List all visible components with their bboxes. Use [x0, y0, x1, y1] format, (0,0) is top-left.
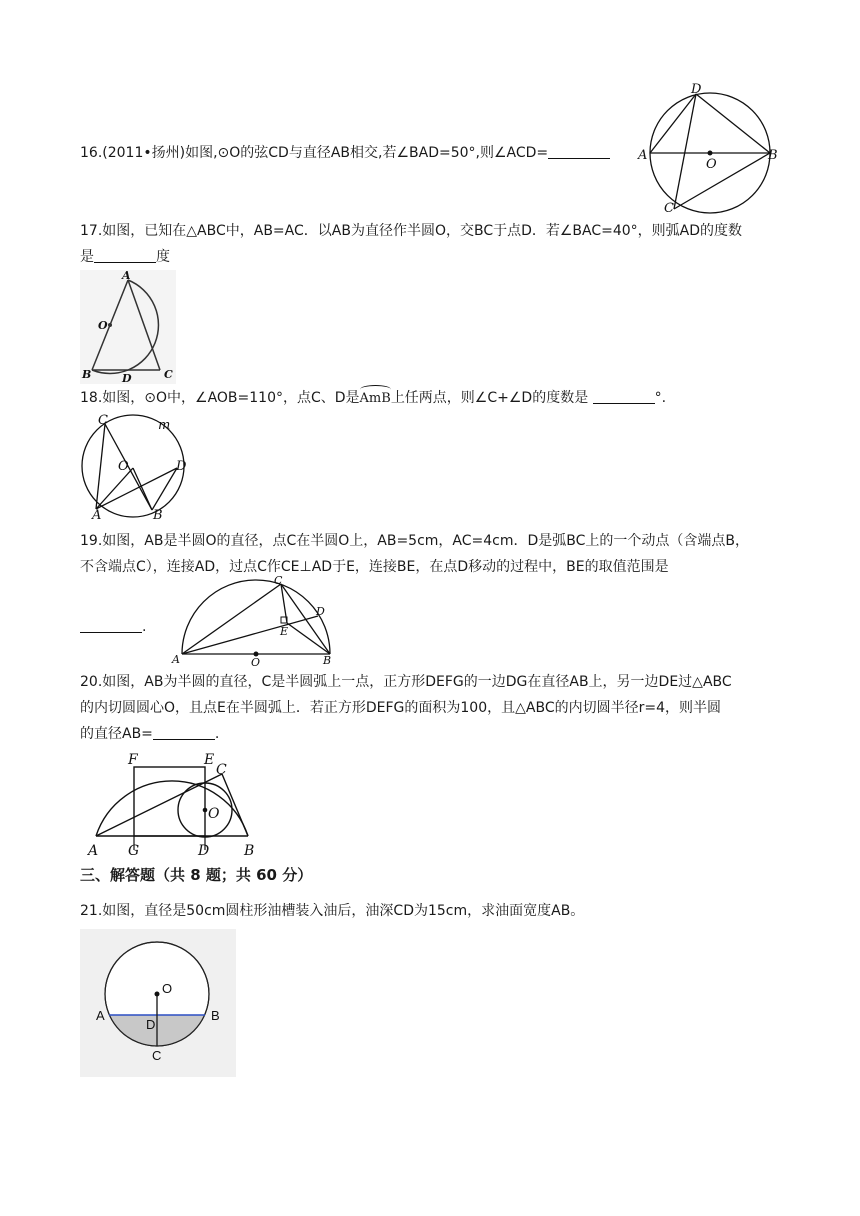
- q21-label-c: C: [152, 1048, 162, 1063]
- q19-answer-blank: [80, 618, 142, 633]
- q18-label-c: C: [98, 413, 108, 428]
- q17-answer-blank: [94, 248, 156, 263]
- q20-label-e: E: [204, 752, 215, 768]
- q20-label-g: G: [128, 843, 140, 859]
- q17-line2-start: 是: [80, 249, 94, 265]
- q19-line3: [80, 617, 146, 637]
- q16-text: [80, 143, 610, 163]
- q17-label-a: A: [122, 270, 131, 282]
- q17-center-dot: [108, 323, 112, 327]
- q20-line2: 的内切圆圆心O，且点E在半圆弧上．若正方形DEFG的面积为100，且△ABC的内切圆半径r=4，则半圆: [80, 700, 721, 716]
- q17-line1: 17.如图，已知在△ABC中，AB=AC．以AB为直径作半圆O，交BC于点D．若∠BAC=40°，则弧AD的度数: [80, 223, 743, 239]
- q20-label-b: B: [244, 843, 255, 859]
- q18-answer-blank: [593, 389, 655, 404]
- q18-label-a: A: [92, 508, 102, 520]
- q16-label-o: O: [706, 157, 717, 172]
- section3-title: 三、解答题（共 8 题；共 60 分）: [80, 866, 313, 884]
- q19-line-be: [287, 623, 330, 654]
- q19-figure: [170, 574, 340, 668]
- q19-label-b: B: [323, 654, 332, 667]
- q18-label-b: B: [153, 508, 163, 520]
- q19-label-c: C: [274, 574, 283, 587]
- q19-label-a: A: [172, 653, 180, 666]
- q19-label-d: D: [316, 605, 325, 618]
- q17-label-d: D: [122, 372, 132, 384]
- q19-label-e: E: [280, 625, 289, 638]
- q16-chord-dc: [674, 94, 696, 209]
- q16-chord-db: [696, 94, 770, 153]
- q18-label-d: D: [176, 459, 187, 474]
- q18-stem-2: 上任两点，则∠C+∠D的度数是: [390, 390, 589, 406]
- q16-center-dot: [708, 151, 713, 156]
- q21-label-b: B: [211, 1008, 220, 1023]
- q19-label-o: O: [251, 656, 261, 668]
- q21-label-a: A: [96, 1008, 105, 1023]
- q18-label-o: O: [118, 459, 129, 474]
- q19-line2: 不含端点C），连接AD，过点C作CE⊥AD于E，连接BE，在点D移动的过程中，BE的取值范围是: [80, 559, 669, 575]
- q21-text: 21.如图，直径是50cm圆柱形油槽装入油后，油深CD为15cm，求油面宽度AB。: [80, 903, 585, 919]
- q20-label-o: O: [208, 806, 220, 822]
- q16-chord-ad: [650, 94, 696, 153]
- q18-stem: 18.如图，⊙O中，∠AOB=110°，点C、D是: [80, 390, 360, 406]
- q16-answer-blank: [548, 144, 610, 159]
- q17-figure-bg: [80, 270, 176, 384]
- q21-label-o: O: [162, 981, 173, 996]
- q18-figure: [78, 412, 190, 520]
- q16-chord-cb: [674, 153, 770, 209]
- q20-incenter-dot: [203, 808, 208, 813]
- q21-figure: [80, 929, 236, 1077]
- q17-label-b: B: [82, 368, 92, 381]
- q18-text: [80, 388, 666, 409]
- q17-line2: [80, 247, 170, 267]
- q17-label-o: O: [98, 319, 108, 332]
- q19-line3-tail: .: [142, 619, 147, 635]
- q20-label-f: F: [128, 752, 138, 768]
- q20-square-defg: [134, 767, 205, 836]
- q18-chord-ca: [96, 424, 105, 509]
- q20-figure: [82, 752, 262, 860]
- q20-answer-blank: [153, 725, 215, 740]
- q17-line2-end: 度: [156, 249, 170, 265]
- q16-label-c: C: [664, 201, 674, 216]
- q17-label-c: C: [164, 368, 173, 381]
- q19-line-ac: [182, 584, 281, 654]
- q20-label-a: A: [88, 843, 99, 859]
- q18-arc-amb: AmB: [360, 389, 391, 409]
- q20-label-c: C: [216, 762, 227, 778]
- q16-stem: 16.(2011•扬州)如图,⊙O的弦CD与直径AB相交,若∠BAD=50°,则∠ACD=: [80, 145, 549, 161]
- q16-label-b: B: [768, 148, 778, 163]
- q20-line3: [80, 724, 219, 744]
- q18-stem-3: °.: [654, 390, 667, 406]
- q20-line3-tail: .: [214, 726, 220, 742]
- q19-line1: 19.如图，AB是半圆O的直径，点C在半圆O上，AB=5cm，AC=4cm．D是弧BC上的一个动点（含端点B，: [80, 533, 750, 549]
- q20-line3-start: 的直径AB=: [80, 726, 153, 742]
- q16-figure: [636, 80, 782, 218]
- q21-label-d: D: [146, 1017, 156, 1032]
- q19-line-cb: [281, 584, 330, 654]
- q18-label-m: m: [158, 418, 171, 433]
- q20-line1: 20.如图，AB为半圆的直径，C是半圆弧上一点，正方形DEFG的一边DG在直径AB上，另一边DE过△ABC: [80, 674, 732, 690]
- q17-figure: [80, 270, 176, 384]
- q16-label-d: D: [691, 82, 702, 97]
- q20-label-d: D: [198, 843, 210, 859]
- q18-radius-oa: [96, 468, 133, 509]
- q16-label-a: A: [638, 148, 648, 163]
- q21-center-dot: [155, 992, 160, 997]
- q19-line-ad: [182, 616, 318, 654]
- q19-semicircle: [182, 580, 330, 654]
